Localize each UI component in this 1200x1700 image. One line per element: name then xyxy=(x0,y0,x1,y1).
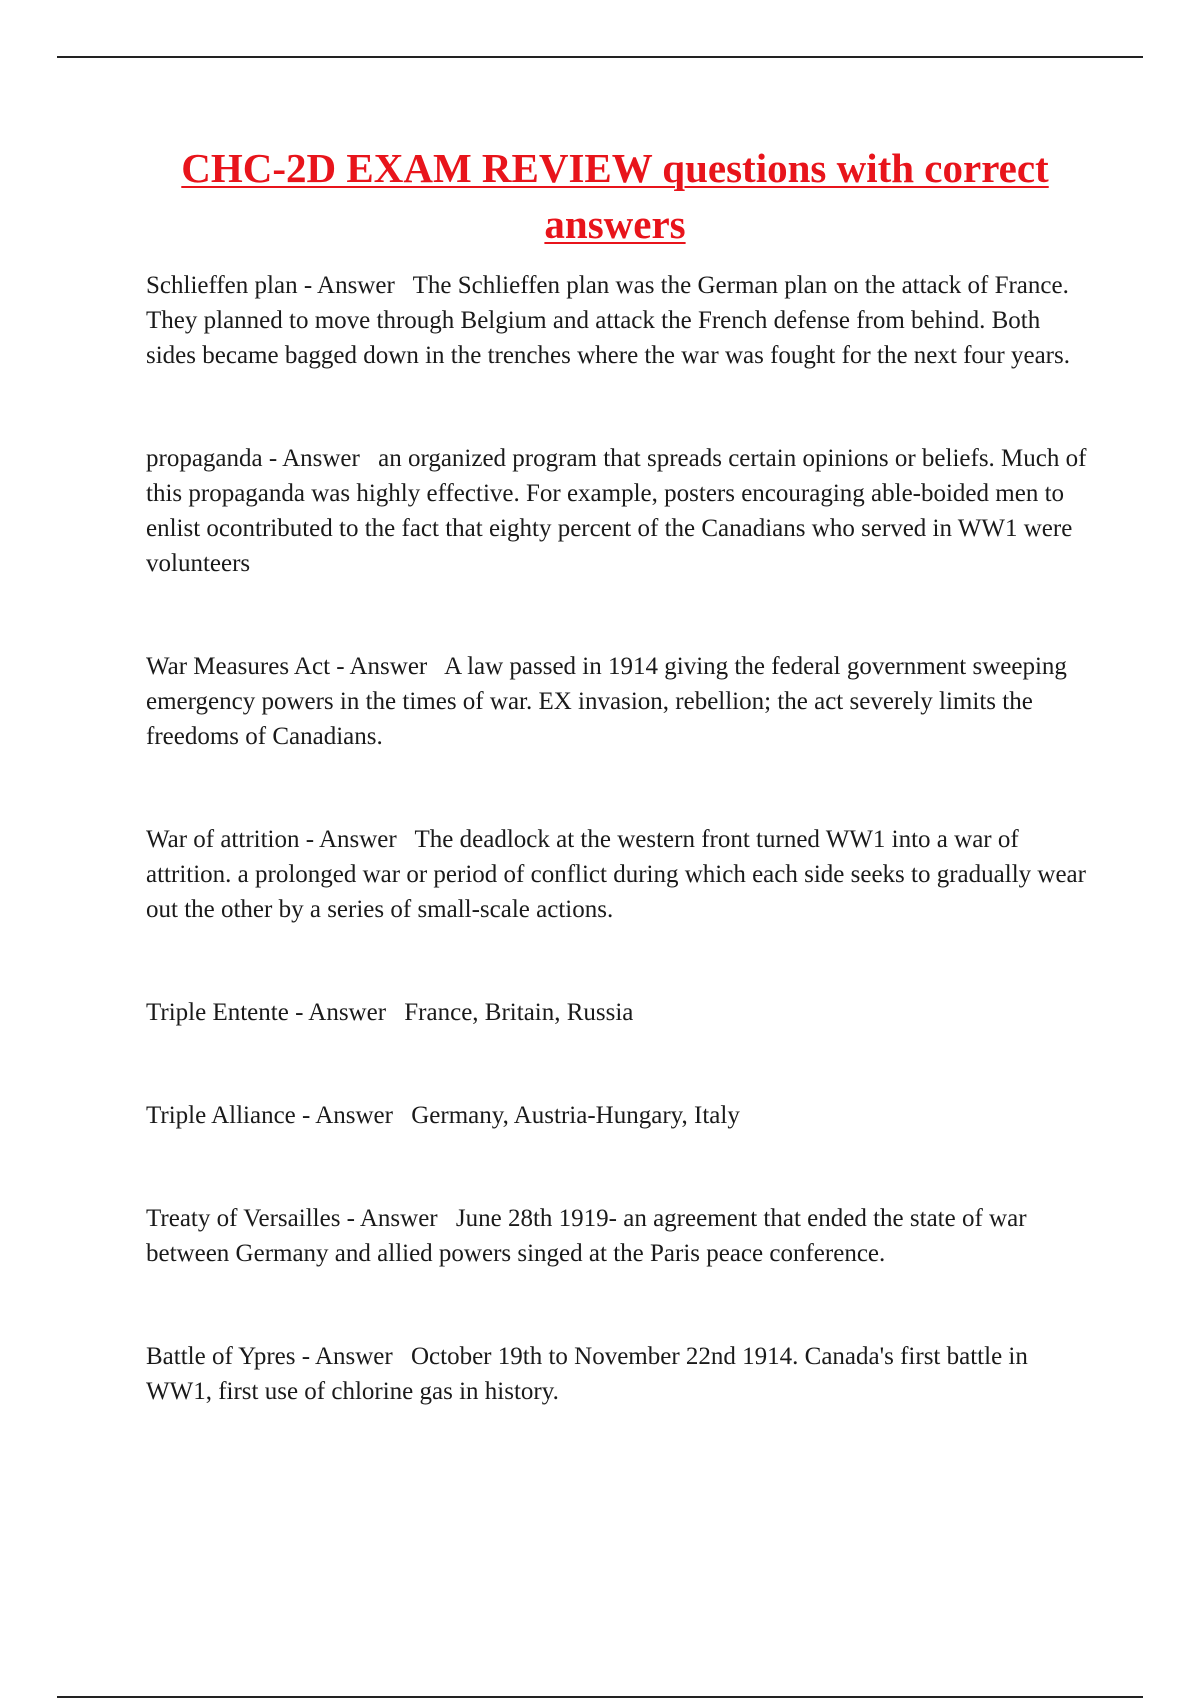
qa-term: Triple Alliance xyxy=(146,1102,296,1129)
qa-term: War Measures Act xyxy=(146,653,331,680)
qa-item xyxy=(146,1339,1096,1409)
qa-item xyxy=(146,268,1096,373)
qa-term: Triple Entente xyxy=(146,999,289,1026)
qa-item xyxy=(146,1201,1096,1271)
qa-term: War of attrition xyxy=(146,826,300,853)
qa-item xyxy=(146,1098,1096,1133)
answer-label: - Answer xyxy=(330,653,428,680)
top-rule xyxy=(57,56,1143,58)
qa-answer: The deadlock at the western front turned WW1 into a war of attrition. a prolonged war or period of conflict during which each side seeks to gradually wear out the other by a series of small-scale actions. xyxy=(146,826,1086,923)
bottom-rule xyxy=(57,1696,1143,1698)
answer-label: - Answer xyxy=(288,999,387,1026)
qa-answer: The Schlieffen plan was the German plan on the attack of France. They planned to move through Belgium and attack the French defense from behind. Both sides became bagged down in the trenches where the war was fought for the next four years. xyxy=(146,272,1070,369)
qa-answer: France, Britain, Russia xyxy=(404,999,634,1026)
answer-label: - Answer xyxy=(262,445,360,472)
qa-answer: June 28th 1919- an agreement that ended the state of war between Germany and allied powers singed at the Paris peace conference. xyxy=(146,1205,1027,1267)
qa-answer: October 19th to November 22nd 1914. Canada's first battle in WW1, first use of chlorine gas in history. xyxy=(146,1343,1028,1405)
qa-item xyxy=(146,995,1096,1030)
answer-label: - Answer xyxy=(295,1343,393,1370)
answer-label: - Answer xyxy=(340,1205,438,1232)
qa-term: propaganda xyxy=(146,445,263,472)
qa-list xyxy=(146,268,1096,1409)
qa-answer: Germany, Austria-Hungary, Italy xyxy=(411,1102,740,1129)
qa-term: Battle of Ypres xyxy=(146,1343,296,1370)
page-title: CHC-2D EXAM REVIEW questions with correct answers xyxy=(181,145,1049,247)
qa-answer: A law passed in 1914 giving the federal government sweeping emergency powers in the times of war. EX invasion, rebellion; the act severely limits the freedoms of Canadians. xyxy=(146,653,1067,750)
qa-term: Treaty of Versailles xyxy=(146,1205,341,1232)
qa-item xyxy=(146,649,1096,754)
answer-label: - Answer xyxy=(295,1102,393,1129)
qa-answer: an organized program that spreads certain opinions or beliefs. Much of this propaganda was highly effective. For example, posters encouraging able-boided men to enlist ocontributed to the fact that eighty percent of the Canadians who served in WW1 were volunteers xyxy=(146,445,1087,577)
answer-label: - Answer xyxy=(299,826,397,853)
qa-term: Schlieffen plan xyxy=(146,272,298,299)
qa-item xyxy=(146,441,1096,581)
qa-item xyxy=(146,822,1096,927)
answer-label: - Answer xyxy=(297,272,395,299)
